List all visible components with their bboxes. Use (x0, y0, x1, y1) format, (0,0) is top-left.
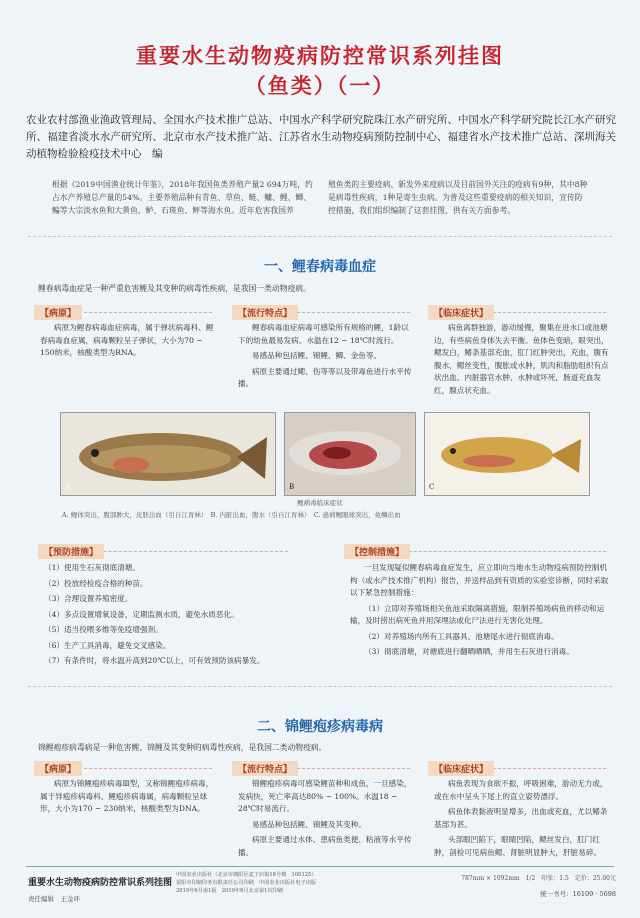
s2-clinical-para-1: 病鱼表现为食欲不振，呼吸困难，游动无力或，或在水中呈头下尾上的直立姿势漂浮。 (434, 779, 608, 801)
footer-size: 787mm × 1092mm 1/2 印张：1.5 定价：25.00元 (461, 875, 616, 882)
footer-isbn: 统一书号：16109 · 5698 (540, 890, 616, 898)
epi-para-3: 病原主要通过鳃、伤等等以及带毒鱼进行水平传播。 (238, 366, 412, 388)
s2-epi-para-1: 锦鲤疱疹病毒可感染鲤苗种和成鱼，一旦感染，发病快，死亡率高达80% ~ 100%。水温18 ~ 28℃时易流行。 (238, 779, 412, 813)
control-list (350, 562, 612, 662)
s2-pathogen-text: 病原为锦鲤疱疹病毒Ⅲ型，又称锦鲤疱疹病毒，属于异疱疹病毒科、鲤疱疹病毒属，病毒颗粒呈球形，大小为170 ~ 230纳米，核酸类型为DNA。 (40, 779, 214, 813)
publisher-line: 2019年6月第1版 2019年6月北京第1次印刷 (176, 888, 284, 894)
photo-c (424, 412, 590, 496)
footer-rule (26, 866, 614, 867)
photo-a (60, 412, 276, 496)
section2-heading: 二、锦鲤疱疹病毒病 (257, 719, 383, 735)
s2-clinical-text (434, 778, 610, 862)
publisher-line: 中国农业出版社（北京市朝阳区麦子店街18号楼 100125） (176, 872, 317, 878)
prevention-item: （3）合理设置养殖密度。 (44, 594, 133, 603)
prevention-item: （5）适当投喂多维等免疫增强剂。 (44, 625, 163, 634)
control-tag: 【控制措施】 (344, 544, 410, 559)
clinical-text: 病鱼离群独游，游动缓慢，聚集在进水口或池塘边，有些病鱼身体失去平衡。鱼体色变暗，眼突出，鳃发白，鳍条基部充血，肛门红肿突出，充血，腹有腹水，鳃丝变性，腹胀或水肿，肌肉和脂肪组织有点状出血。内脏器官水肿、水肿或坏死，肠道充血发红，腺点状充血。 (434, 323, 609, 395)
prevention-item: （7）有条件时，将水温升高到20℃以上，可有效预防该病暴发。 (44, 656, 265, 665)
prevention-item: （1）使用生石灰彻底清塘。 (44, 563, 140, 572)
prevention-tag: 【预防措施】 (38, 544, 104, 559)
publisher-line: 雷阳市印制印务有限责任公司印刷 中国农业出版社电子出版 (176, 880, 317, 886)
prevention-list (44, 562, 306, 671)
epi-para-1: 鲤春病毒血症病毒可感染所有规格的鲤，1龄以下的幼鱼最易发病。水温在12 ~ 18℃时流行。 (238, 323, 409, 345)
authors-list: 农业农村部渔业渔政管理局、全国水产技术推广总站、中国水产科学研究院珠江水产研究所、中国水产科学研究院长江水产研究所、福建省淡水水产研究所、北京市水产技术推广站、江苏省水生动物疫病预防控制中心、福建省水产技术推广总站、深圳海关动植物检验检疫技术中心 编 (26, 114, 616, 160)
divider (28, 236, 612, 237)
s2-epidemiology-tag: 【流行特点】 (232, 761, 298, 776)
epidemiology-tag: 【流行特点】 (232, 305, 298, 320)
photo-label-a: A (65, 483, 71, 491)
pathogen-tag: 【病原】 (34, 305, 82, 320)
s2-clinical-para-3: 头部眼凹陷下，眼睛凹陷，鳃丝发白，肛门红肿，剖检可见病鱼鳃、肾脏明显肿大，肝脏易碎。 (434, 835, 602, 857)
control-item: （2）对养殖场内所有工具器具、池塘尾水进行彻底消毒。 (364, 631, 559, 641)
intro-left: 根据《2019中国渔业统计年鉴》，2018年我国鱼类养殖产量2 694万吨，约占水产养殖总产量的54%。主要养殖品种有青鱼、草鱼、鲢、鳙、鲤、鲫、鳊等大宗淡水鱼和大黄鱼、鲈、石斑鱼、鲆等海水鱼。近年危害我国养 (52, 180, 313, 215)
footer-title: 重要水生动物疫病防控常识系列挂图 (28, 878, 173, 888)
photo-b (284, 412, 416, 496)
pathogen-text: 病原为鲤春病毒血症病毒，属于弹状病毒科、鲤春病毒血症属，病毒颗粒呈子弹状，大小为70 ~ 150纳米，核酸类型为RNA。 (40, 323, 214, 357)
prevention-item: （6）生产工具消毒，避免交叉感染。 (44, 640, 171, 650)
epi-para-2: 易感品种包括鲤、锦鲤、鲫、金鱼等。 (252, 351, 382, 360)
divider (28, 686, 612, 687)
poster-subtitle: （鱼类）（一） (244, 74, 396, 98)
s2-epi-para-3: 病原主要通过水体、患病鱼类便、粘液等水平传播。 (238, 835, 412, 857)
s2-pathogen-tag: 【病原】 (34, 761, 82, 776)
poster-title: 重要水生动物疫病防控常识系列挂图 (136, 44, 504, 68)
carp-illustration-c (425, 413, 589, 495)
carp-illustration-a (61, 413, 275, 495)
footer-editor: 责任编辑 王金环 (28, 895, 80, 903)
photo-label-c: C (429, 483, 435, 491)
s2-clinical-tag: 【临床症状】 (428, 761, 494, 776)
intro-right: 殖鱼类的主要疫病、新发外来疫病以及目前国外关注的疫病有9种，其中8种是病毒性疾病，1种是寄生虫病。为普及这些重要疫病的相关知识，宣传防控措施，我们组织编制了这套挂图，供有关方面参考。 (328, 180, 588, 215)
section1-heading: 一、鲤春病毒血症 (264, 259, 376, 275)
clinical-tag: 【临床症状】 (428, 305, 494, 320)
photo-caption-title: 鲤病毒临床症状 (297, 499, 343, 507)
s2-epi-para-2: 易感品种包括鲤、锦鲤及其变种。 (252, 819, 366, 829)
control-item: （1）立即对养殖场相关鱼池采取隔离措施，限制养殖场病鱼的移动和运输，及时捞出病死鱼并用深埋法或化尸法进行无害化处理。 (350, 603, 605, 625)
footer-publisher (176, 871, 396, 895)
section2-lead: 锦鲤疱疹病毒病是一种危害鲤、锦鲤及其变种的病毒性疾病，是我国二类动物疫病。 (38, 743, 327, 752)
photo-caption: A. 鲤体突出，腹部肿大，皮肤出血（引自江育林） B. 内脏出血，腹水（引自江育林） C. 患病鲤眼球突出，鱼鳞出血 (62, 511, 401, 519)
section1-lead: 鲤春病毒血症是一种严重危害鲤及其变种的病毒性疾病，是我国一类动物疫病。 (38, 284, 311, 293)
photo-label-b: B (289, 483, 295, 491)
control-item: 一旦发现疑似鲤春病毒血症发生，应立即向当地水生动物疫病预防控制机构（或水产技术推广机构）报告，并送样品到有资质的实验室诊断，同时采取以下紧急控制措施： (350, 563, 609, 597)
prevention-item: （4）多点设置增氧设备，定期监测水质，避免水质恶化。 (44, 609, 239, 619)
s2-epidemiology-text (238, 778, 414, 862)
control-item: （3）彻底清塘，对塘底进行翻晒晒晒，并用生石灰进行消毒。 (364, 647, 574, 656)
prevention-item: （2）投放经检疫合格的种苗。 (44, 578, 148, 588)
epidemiology-text (238, 322, 414, 394)
s2-clinical-para-2: 病鱼体表黏液明显增多，出血或充血，尤以鳍条基部为甚。 (434, 807, 608, 829)
carp-dissection-b (285, 413, 415, 495)
